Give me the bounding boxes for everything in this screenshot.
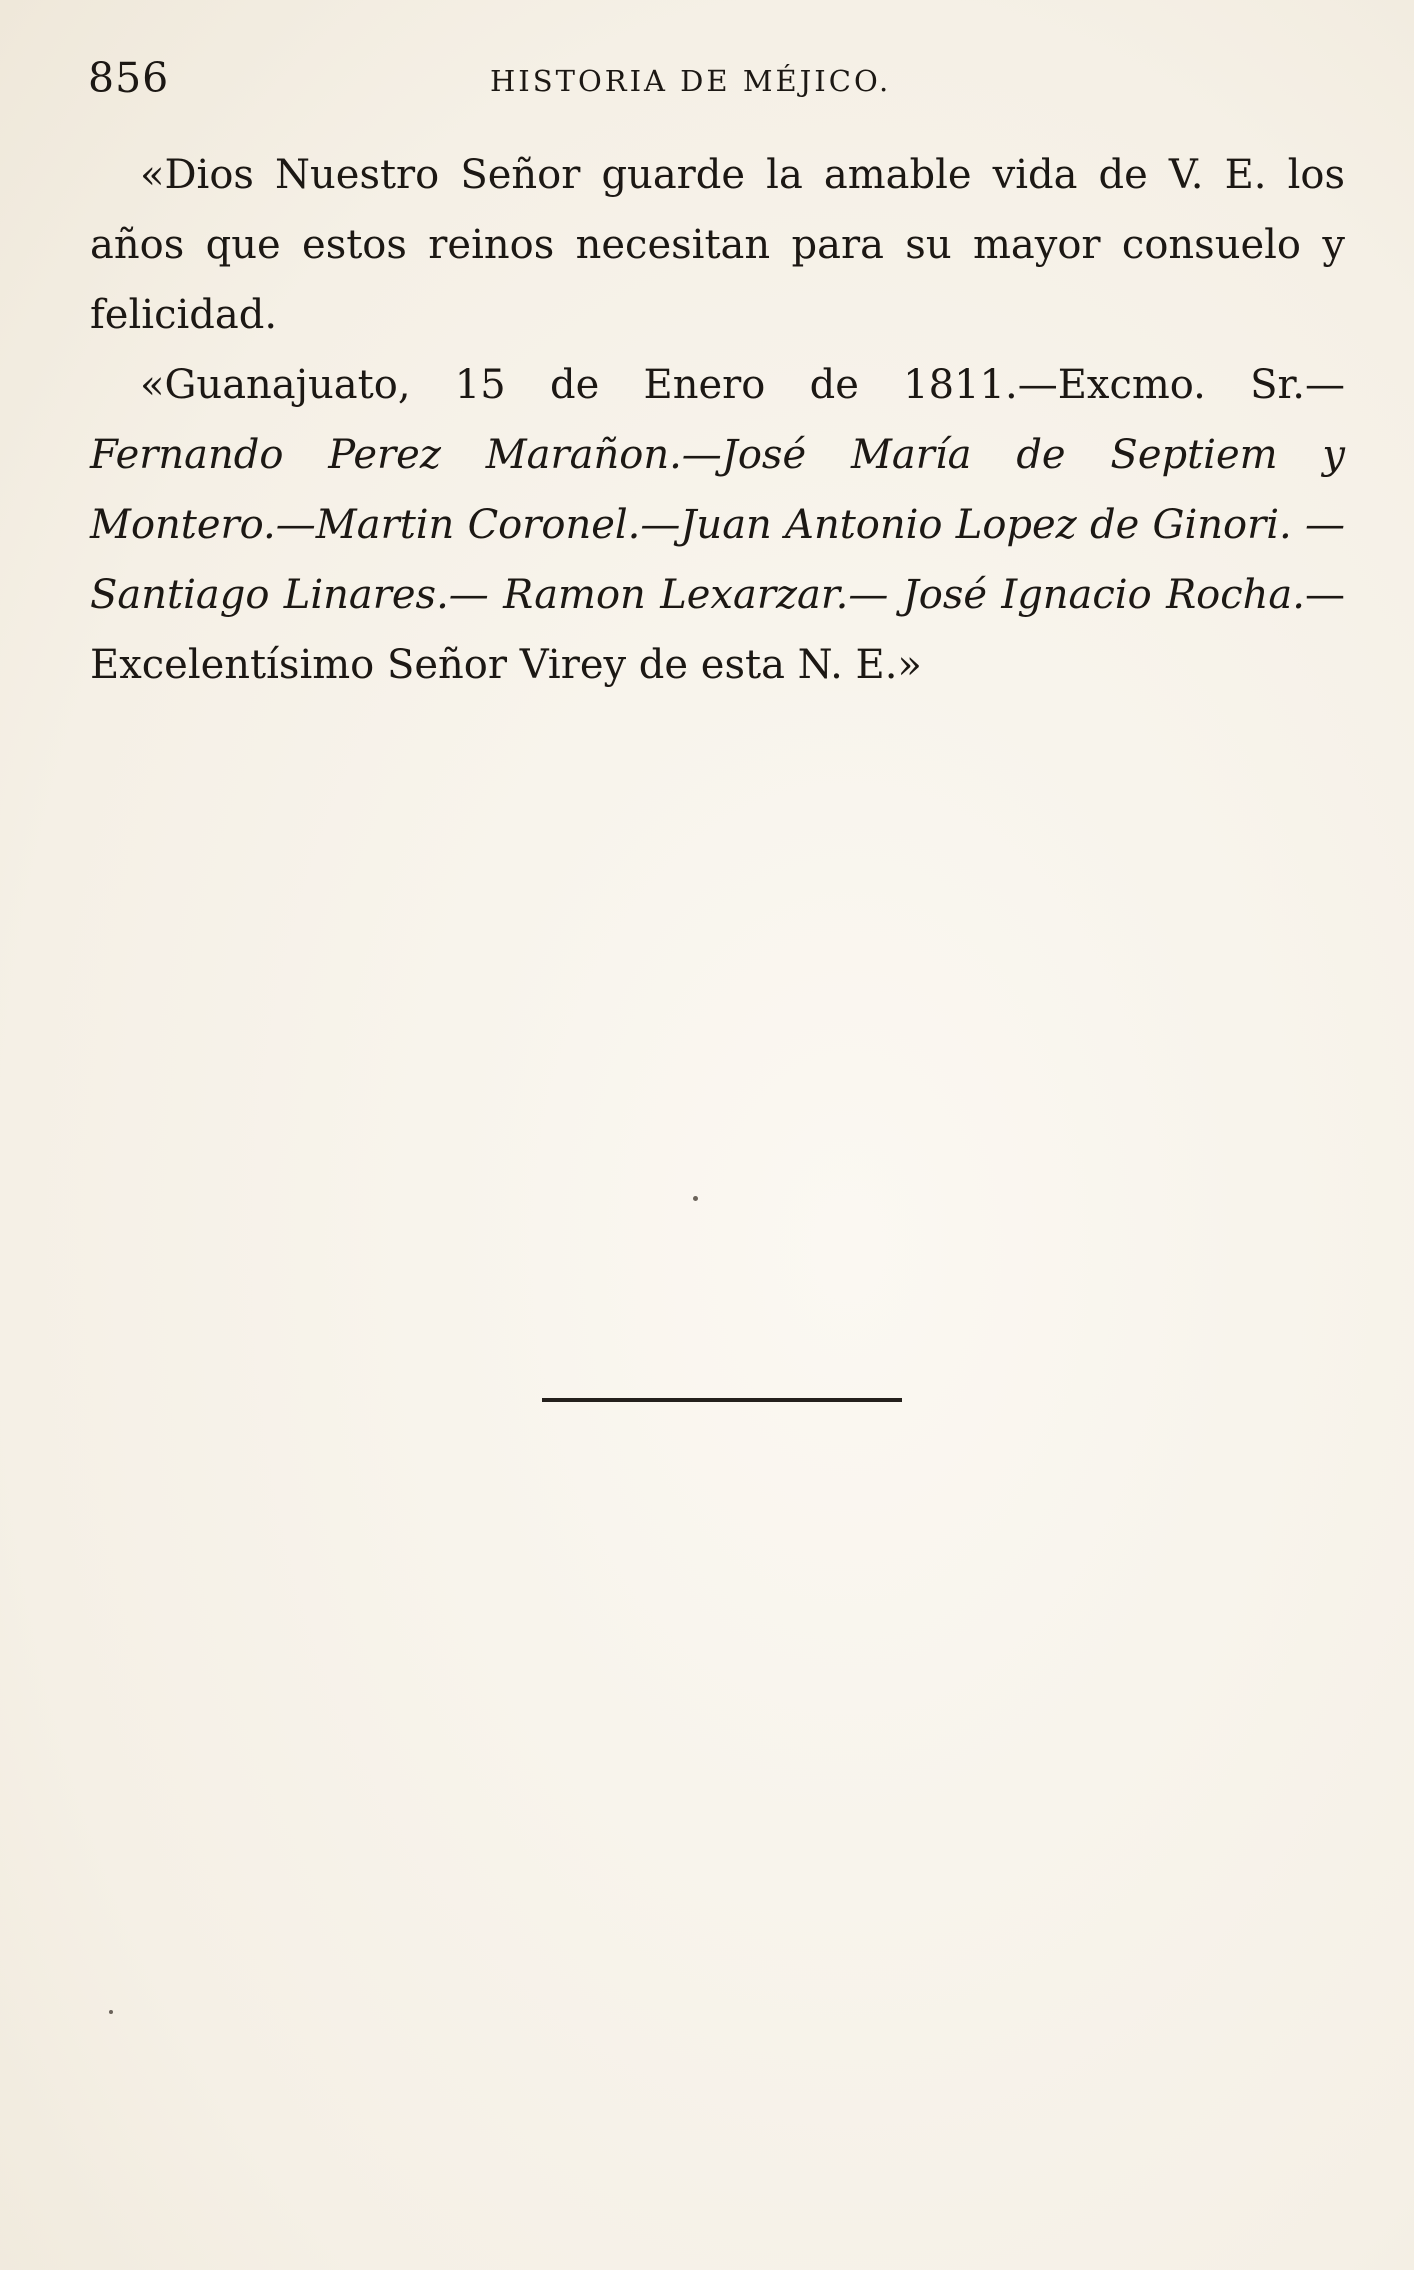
signatories: Fernando Perez Marañon.—José María de Septiem y Montero.—Martin Coronel.—Juan Antonio Lopez de Ginori. — Santiago Linares.— Ramon Lexarzar.— José Ignacio Rocha. [90,432,1345,618]
signature-paragraph [90,350,1345,700]
closing-paragraph: «Dios Nuestro Señor guarde la amable vida de V. E. los años que estos reinos necesitan para su mayor consuelo y felicidad. [90,152,1345,338]
section-divider-rule [542,1398,902,1402]
paper-speck [109,2010,113,2014]
dateline: «Guanajuato, 15 de Enero de 1811.—Excmo. Sr.— [140,362,1345,408]
letter-text [90,140,1345,700]
paper-speck [693,1196,698,1201]
running-title: HISTORIA DE MÉJICO. [490,64,892,98]
page-number: 856 [88,54,170,102]
addressee: —Excelentísimo Señor Virey de esta N. E.» [90,572,1345,688]
page-header [88,54,1338,114]
